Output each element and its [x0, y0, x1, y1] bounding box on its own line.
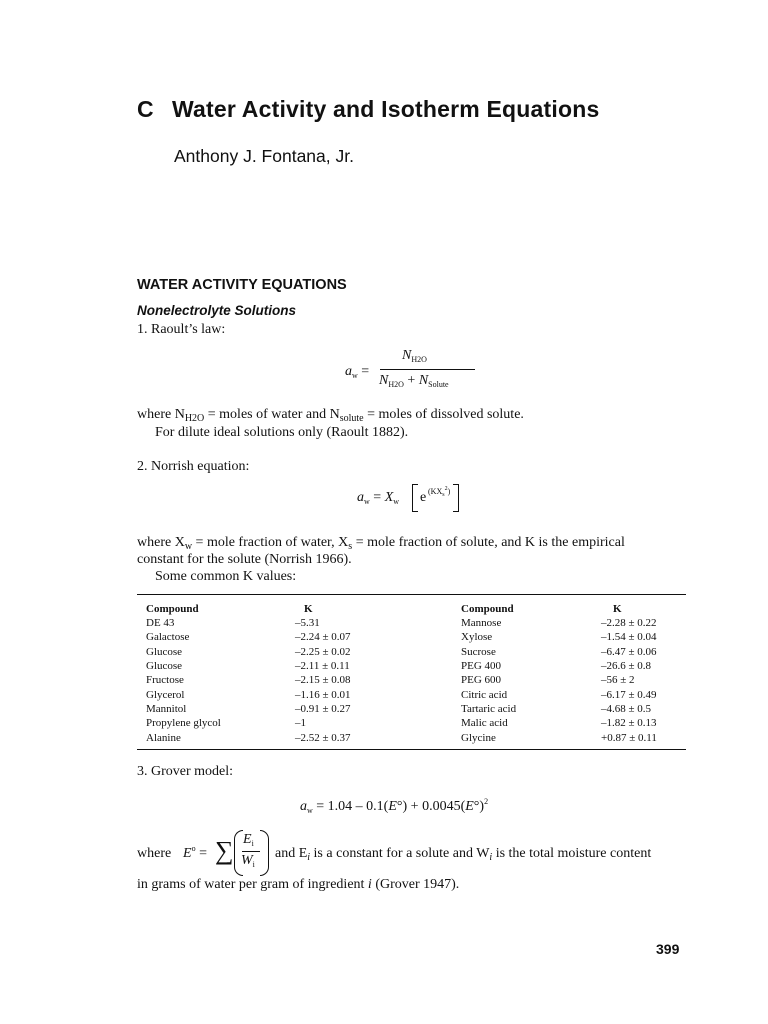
k-value-cell: –6.17 ± 0.49 [601, 688, 657, 701]
norrish-where-part1: where X [137, 535, 185, 550]
raoult-fraction-bar [380, 369, 475, 370]
table-row [137, 630, 686, 644]
e-def-fraction-bar [242, 851, 260, 852]
norrish-x-var: X [384, 490, 394, 505]
grover-e-var2: E [465, 799, 474, 814]
norrish-lhs-var: a [357, 490, 364, 505]
k-value-cell: –2.11 ± 0.11 [295, 660, 350, 673]
k-value-cell: –56 ± 2 [601, 674, 635, 687]
grover-rhs-sup: 2 [484, 797, 489, 806]
grover-rhs-2: °) + 0.0045( [396, 799, 466, 814]
grover-text-part1: and E [275, 846, 308, 861]
table-row [137, 716, 686, 730]
grover-line2-italic: i [367, 877, 372, 892]
compound-cell: Fructose [146, 674, 184, 687]
norrish-bracket-right [453, 484, 459, 512]
grover-e-var: E [388, 799, 397, 814]
raoult-lhs-sub: w [352, 371, 358, 380]
raoult-num-var: N [402, 348, 412, 363]
e-def-lhs-sup: o [191, 844, 196, 853]
k-value-cell: +0.87 ± 0.11 [601, 731, 657, 744]
norrish-exponent-sup: 2 [444, 486, 448, 492]
compound-cell: Sucrose [461, 645, 496, 658]
norrish-table-intro: Some common K values: [155, 569, 297, 584]
grover-line2-part1: in grams of water per gram of ingredient [137, 877, 368, 892]
chapter-author: Anthony J. Fontana, Jr. [174, 146, 354, 166]
grover-text-sub2: i [489, 852, 493, 863]
grover-where-text [275, 845, 651, 866]
k-value-cell: –4.68 ± 0.5 [601, 702, 652, 715]
compound-cell: Glucose [146, 660, 183, 673]
e-def-num-sub: i [251, 839, 254, 848]
section-heading: WATER ACTIVITY EQUATIONS [137, 277, 347, 293]
grover-lhs-var: a [300, 799, 307, 814]
norrish-x-sub: w [393, 497, 400, 506]
table-row [137, 702, 686, 716]
norrish-bracket-left [412, 484, 418, 512]
compound-cell: Citric acid [461, 688, 508, 701]
norrish-equals: = [373, 490, 382, 505]
table-row [137, 673, 686, 687]
grover-equation [300, 797, 488, 815]
compound-cell: Tartaric acid [461, 702, 517, 715]
k-value-cell: –0.91 ± 0.27 [295, 702, 351, 715]
norrish-where-line2: constant for the solute (Norrish 1966). [137, 552, 352, 567]
e-def-equals: = [199, 846, 207, 861]
norrish-lhs-sub: w [364, 497, 370, 506]
chapter-title [137, 96, 599, 123]
norrish-exponent-text: (KX [428, 487, 443, 496]
sigma-icon: ∑ [215, 836, 234, 865]
col-header-compound-1: Compound [146, 602, 199, 615]
grover-lhs-sub: w [307, 806, 313, 815]
chapter-title-text: Water Activity and Isotherm Equations [172, 96, 600, 122]
e-def-den-var: W [241, 853, 253, 868]
norrish-exponent-close: ) [447, 487, 451, 496]
k-value-cell: –26.6 ± 0.8 [601, 660, 652, 673]
raoult-den-sub1: H2O [388, 380, 404, 389]
norrish-where-part3: = mole fraction of solute, and K is the empirical [352, 535, 625, 550]
compound-cell: Glycerol [146, 688, 185, 701]
k-value-cell: –2.15 ± 0.08 [295, 674, 351, 687]
compound-cell: PEG 400 [461, 660, 502, 673]
k-value-cell: –1.82 ± 0.13 [601, 717, 657, 730]
e-def-den-sub: i [252, 860, 255, 869]
grover-rhs-3: °) [473, 799, 485, 814]
subsection-heading: Nonelectrolyte Solutions [137, 303, 297, 318]
compound-cell: Malic acid [461, 717, 508, 730]
compound-cell: Propylene glycol [146, 717, 221, 730]
norrish-where-part2: = mole fraction of water, X [192, 535, 349, 550]
grover-where-line2 [137, 876, 459, 893]
k-value-cell: –2.25 ± 0.02 [295, 645, 351, 658]
e-def-lhs-var: E [183, 846, 192, 861]
raoult-where-sub2: solute [339, 413, 364, 424]
norrish-where-sub2: s [348, 541, 353, 552]
raoult-lhs-var: a [345, 364, 352, 379]
table-row [137, 659, 686, 673]
e-def-num-var: E [243, 832, 252, 847]
compound-cell: Glycine [461, 731, 496, 744]
norrish-exponent-sub: s [442, 492, 445, 498]
norrish-equation [357, 484, 467, 514]
k-value-cell: –1 [295, 717, 306, 730]
k-values-table [137, 594, 686, 750]
compound-cell: Mannose [461, 617, 502, 630]
raoult-num-sub: H2O [411, 355, 427, 364]
raoult-note: For dilute ideal solutions only (Raoult 1882). [155, 425, 409, 440]
e-def-paren-right [260, 830, 269, 876]
compound-cell: Glucose [146, 645, 183, 658]
raoult-where-part3: = moles of dissolved solute. [363, 407, 524, 422]
compound-cell: Xylose [461, 631, 493, 644]
grover-where-word: where [137, 846, 172, 861]
grover-text-part2: is a constant for a solute and W [310, 846, 490, 861]
norrish-exponent [428, 486, 450, 498]
raoult-den-var1: N [379, 373, 389, 388]
compound-cell: Mannitol [146, 702, 187, 715]
table-row [137, 730, 686, 748]
k-value-cell: –1.16 ± 0.01 [295, 688, 351, 701]
compound-cell: Galactose [146, 631, 190, 644]
k-value-cell: –5.31 [295, 617, 320, 630]
raoult-where-sub1: H2O [184, 413, 205, 424]
k-value-cell: –2.24 ± 0.07 [295, 631, 351, 644]
table-row [137, 645, 686, 659]
k-value-cell: –1.54 ± 0.04 [601, 631, 657, 644]
compound-cell: Alanine [146, 731, 181, 744]
raoult-where-part1: where N [137, 407, 185, 422]
table-row [137, 687, 686, 701]
norrish-where-sub1: w [184, 541, 193, 552]
chapter-letter: C [137, 96, 154, 122]
grover-text-sub1: i [307, 852, 311, 863]
col-header-k-1: K [304, 602, 313, 615]
grover-rhs-1: = 1.04 – 0.1( [312, 799, 389, 814]
grover-line2-part2: (Grover 1947). [371, 877, 460, 892]
grover-label: 3. Grover model: [137, 764, 234, 779]
norrish-label: 2. Norrish equation: [137, 459, 250, 474]
raoult-den-var2: N [418, 373, 429, 388]
k-value-cell: –6.47 ± 0.06 [601, 645, 657, 658]
col-header-k-2: K [613, 602, 622, 615]
norrish-e: e [420, 490, 427, 505]
compound-cell: DE 43 [146, 617, 175, 630]
table-header-row [137, 595, 686, 616]
raoult-equation [345, 348, 485, 396]
k-value-cell: –2.52 ± 0.37 [295, 731, 351, 744]
raoult-label: 1. Raoult’s law: [137, 322, 226, 337]
raoult-equals: = [361, 364, 370, 379]
col-header-compound-2: Compound [461, 602, 514, 615]
raoult-den-sub2: Solute [428, 380, 449, 389]
table-row [137, 616, 686, 630]
compound-cell: PEG 600 [461, 674, 502, 687]
grover-e-definition [183, 830, 269, 874]
k-value-cell: –2.28 ± 0.22 [601, 617, 657, 630]
page-number: 399 [656, 941, 680, 957]
raoult-where-part2: = moles of water and N [204, 407, 340, 422]
raoult-den-plus: + [407, 373, 416, 388]
grover-text-part3: is the total moisture content [492, 846, 652, 861]
